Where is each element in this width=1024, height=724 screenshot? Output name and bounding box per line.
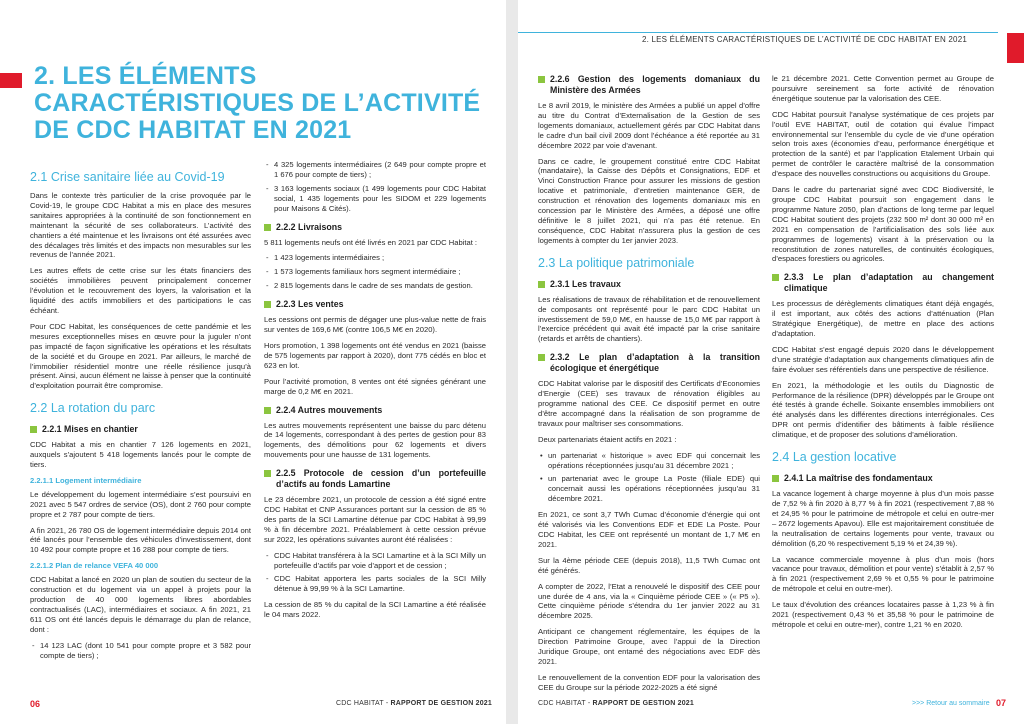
paragraph: La cession de 85 % du capital de la SCI Lamartine a été réalisée le 04 mars 2022. xyxy=(264,600,486,620)
paragraph: CDC Habitat poursuit l’analyse systématique de ces projets par l’outil EVE HABITAT, outil de cotation qui évalue l’impact environnemental sur l’ensemble du cycle de vie d’une opération selon trois axes (économies d’eau, performance énergétique et protection de la santé) et par l’application Etalement Urbain qui permet de contrôler le caractère maîtrisé de la consommation d’espace des nouvelles constructions ou acquisitions du Groupe. xyxy=(772,109,994,179)
list-item: - 3 163 logements sociaux (1 499 logements pour CDC Habitat social, 1 435 logements pour les SIDOM et 229 logements pour Maisons & Cités). xyxy=(264,184,486,214)
paragraph: Dans le contexte très particulier de la crise provoquée par le Covid-19, le groupe CDC Habitat a mis en place des mesures sanitaires appropriées à la continuité de son fonctionnement en maintenant la sécurité de ses collaborateurs. L’activité des chantiers a été maintenue et les livraisons ont été assurées avec des décalages très limités et des impacts non mesurables sur les revenus de l’année 2021. xyxy=(30,191,251,260)
paragraph: Pour l’activité promotion, 8 ventes ont été signées générant une marge de 0,2 M€ en 2021. xyxy=(264,376,486,396)
paragraph: Le renouvellement de la convention EDF pour la valorisation des CEE du Groupe sur la période 2022-2025 a été signé xyxy=(538,672,760,692)
paragraph: CDC Habitat s’est engagé depuis 2020 dans le développement d’une stratégie d’adaptation aux changements climatiques afin de faire évoluer ses référentiels dans une perspective de résilience. xyxy=(772,344,994,374)
header-red-tab xyxy=(1007,33,1024,63)
paragraph: Les cessions ont permis de dégager une plus-value nette de frais sur ventes de 169,6 M€ (contre 106,5 M€ en 2020). xyxy=(264,315,486,335)
paragraph: Sur la 4ème période CEE (depuis 2018), 11,5 TWh Cumac ont été générés. xyxy=(538,555,760,575)
paragraph: 5 811 logements neufs ont été livrés en 2021 par CDC Habitat : xyxy=(264,237,478,247)
paragraph: Pour CDC Habitat, les conséquences de cette pandémie et les mesures exceptionnelles mises en œuvre pour la juguler n’ont pas impacté de façon significative les opérations et les résultats de la société et du Groupe en 2021. Par ailleurs, le marché de l’immobilier résidentiel montre une réelle résilience jusqu’à présent. Ainsi, aucun élément ne laisse à penser que la continuité d’exploitation pourrait être compromise. xyxy=(30,321,251,391)
paragraph: CDC Habitat valorise par le dispositif des Certificats d’Economies d’Energie (CEE) ses travaux de rénovation éligibles au programme national des CEE. Ce dispositif permet en outre d’être accompagné dans la réalisation de son programme de travaux pour maîtriser ses consommations. xyxy=(538,379,760,428)
paragraph: En 2021, la méthodologie et les outils du Diagnostic de Performance de la résilience (DPR) développés par le Groupe ont été testés à grande échelle. Soixante ensembles immobiliers ont été analysés dans les différentes directions interrégionales. Ces DPR ont permis d’identifier des bâtiments à faible résilience climatique, et de proposer des solutions d’amélioration. xyxy=(772,380,994,440)
paragraph: A fin 2021, 26 780 OS de logement intermédiaire depuis 2014 ont été lancés pour l’ensemble des véhicules d’investissement, dont 10 492 pour compte propre et 16 288 pour compte de tiers. xyxy=(30,525,251,555)
paragraph: La vacance logement à charge moyenne à plus d’un mois passe de 7,52 % à fin 2020 à 8,77 % à fin 2021 (respectivement 7,88 % et 24,95 % pour le patrimoine de métropole et celui en outre-mer – 2672 logements Apavou). Elle est majoritairement constituée de la neutralisation de certains logements pour vente, travaux ou démolition (6,20 % respectivement 5,19 % et 24,39 %). xyxy=(772,489,994,548)
subsection-heading-2-2-3: 2.2.3 Les ventes xyxy=(264,299,486,310)
paragraph: CDC Habitat a mis en chantier 7 126 logements en 2021, auxquels s’ajoutent 5 418 logements lancés pour le compte de tiers. xyxy=(30,440,251,470)
list xyxy=(30,641,251,661)
paragraph: CDC Habitat a lancé en 2020 un plan de soutien du secteur de la construction et du logement via un appel à projets pour la production de 40 000 logements libres abordables contractualisés (LAC), intermédiaires et sociaux. A fin 2021, 21 611 OS ont été lancés depuis le démarrage du plan de relance, dont : xyxy=(30,575,251,634)
page-gutter xyxy=(506,0,518,724)
list-item: • un partenariat « historique » avec EDF qui concernait les opérations réceptionnées jusqu’au 31 décembre 2021 ; xyxy=(538,451,760,471)
section-red-marker xyxy=(0,73,22,88)
section-heading-2-1: 2.1 Crise sanitaire liée au Covid-19 xyxy=(30,170,225,184)
paragraph: Anticipant ce changement réglementaire, les équipes de la Direction Patrimoine Groupe, avec l’appui de la Direction Juridique Groupe, ont entamé des négociations avec EDF dès 2021. xyxy=(538,627,760,666)
paragraph: Hors promotion, 1 398 logements ont été vendus en 2021 (baisse de 575 logements par rapport à 2020), dont 775 cédés en bloc et 623 en lot. xyxy=(264,340,486,370)
paragraph: Les autres mouvements représentent une baisse du parc détenu de 14 logements, correspondant à des pertes de gestion pour 83 logements, des démolitions pour 62 logements et divers mouvements pour une hausse de 131 logements. xyxy=(264,420,486,460)
back-to-summary-link[interactable]: >>> Retour au sommaire xyxy=(912,700,990,707)
paragraph: Dans le cadre du partenariat signé avec CDC Biodiversité, le groupe CDC Habitat poursuit son engagement dans le programme Nature 2050, plan d’actions de long terme par lequel CDC Habitat soutient des projets (232 500 m² dont 30 000 m² en 2021 en compensation de l’artificialisation des sols liée aux programmes de logements) visant à la préservation ou la reconstitution de zones naturelles, de continuités écologiques, d’espaces forestiers ou agricoles. xyxy=(772,185,994,264)
section-heading-2-2: 2.2 La rotation du parc xyxy=(30,401,156,416)
subsection-heading-2-2-6: 2.2.6 Gestion des logements domaniaux du Ministère des Armées xyxy=(538,74,760,96)
header-rule xyxy=(518,32,998,33)
left-column-1 xyxy=(30,160,251,666)
subsection-heading-2-2-4: 2.2.4 Autres mouvements xyxy=(264,405,486,416)
paragraph: Deux partenariats étaient actifs en 2021 : xyxy=(538,434,677,444)
subsubsection-heading-2-2-1-1: 2.2.1.1 Logement intermédiaire xyxy=(30,475,142,485)
list-item: - 4 325 logements intermédiaires (2 649 pour compte propre et 1 676 pour compte de tiers) ; xyxy=(264,160,486,180)
subsection-heading-2-3-1: 2.3.1 Les travaux xyxy=(538,279,760,290)
page-number: 06 xyxy=(30,699,41,709)
list-item: - 1 423 logements intermédiaires ; xyxy=(264,253,486,263)
paragraph: Le taux d’évolution des créances locataires passe à 1,23 % à fin 2021 (respectivement 0,43 % et 35,58 % pour le patrimoine de métropole et celui en outre-mer), contre 1,21 % en 2020. xyxy=(772,600,994,629)
page-left xyxy=(0,0,506,724)
right-column-2 xyxy=(772,74,994,636)
list-item: - CDC Habitat transférera à la SCI Lamartine et à la SCI Milly un portefeuille d’actifs par voie d’apport et de cession ; xyxy=(264,551,486,571)
paragraph: Les processus de dérèglements climatiques étant déjà engagés, il est important, aux côtés des actions d’atténuation (Plan Stratégique Energétique), de mettre en place des actions d’adaptation. xyxy=(772,299,994,339)
list-item: • un partenariat avec le groupe La Poste (filiale EDE) qui concernait aussi les opérations réceptionnées jusqu’au 31 décembre 2021. xyxy=(538,474,760,504)
list xyxy=(264,253,486,291)
right-column-1 xyxy=(538,74,760,699)
paragraph: Le 8 avril 2019, le ministère des Armées a publié un appel d’offre au titre du Contrat d’Externalisation de la Gestion de ses logements domaniaux, actuellement gérés par CDC Habitat dans le cadre d’un bail civil 2009 dont l’échéance a été reportée au 31 décembre 2022 par voie d’avenant. xyxy=(538,101,760,150)
page-title: 2. LES ÉLÉMENTS CARACTÉRISTIQUES DE L’ACTIVITÉ DE CDC HABITAT EN 2021 xyxy=(34,62,481,144)
list xyxy=(264,551,486,595)
section-heading-2-3: 2.3 La politique patrimoniale xyxy=(538,255,695,270)
footer-title xyxy=(336,700,492,707)
subsection-heading-2-3-2: 2.3.2 Le plan d’adaptation à la transition écologique et énergétique xyxy=(538,352,760,374)
paragraph: La vacance commerciale moyenne à plus d’un mois (hors vacance pour travaux, démolition et pour vente) s’établit à 2,57 % à fin 2021 (respectivement 2,69 % et 0,55 % pour le patrimoine de métropole et celui en outre-mer). xyxy=(772,554,994,594)
subsection-heading-2-4-1: 2.4.1 La maîtrise des fondamentaux xyxy=(772,473,994,484)
list-item: - CDC Habitat apportera les parts sociales de la SCI Milly détenue à 99,99 % à la SCI Lamartine. xyxy=(264,574,486,594)
subsection-heading-2-2-5: 2.2.5 Protocole de cession d’un portefeuille d’actifs au fonds Lamartine xyxy=(264,468,486,490)
list-item: - 1 573 logements familiaux hors segment intermédiaire ; xyxy=(264,267,486,277)
subsection-heading-2-3-3: 2.3.3 Le plan d’adaptation au changement climatique xyxy=(772,272,994,294)
list-item: - 2 815 logements dans le cadre de ses mandats de gestion. xyxy=(264,281,486,291)
paragraph: le 21 décembre 2021. Cette Convention permet au Groupe de poursuivre sereinement sa forte activité de rénovation énergétique soutenue par la valorisation des CEE. xyxy=(772,74,994,103)
list xyxy=(264,160,486,214)
left-column-2 xyxy=(264,160,486,626)
paragraph: Les autres effets de cette crise sur les états financiers des sociétés immobilières peuvent principalement concerner l’évolution et le recouvrement des loyers, la valorisation et la liquidité des actifs immobiliers et des participations le cas échéant. xyxy=(30,266,251,315)
list xyxy=(538,451,760,505)
paragraph: En 2021, ce sont 3,7 TWh Cumac d’économie d’énergie qui ont été valorisés via les Conventions EDF et EDE La Poste. Pour CDC Habitat, les CEE ont représenté un montant de 1,7 M€ en 2021. xyxy=(538,510,760,549)
subsubsection-heading-2-2-1-2: 2.2.1.2 Plan de relance VEFA 40 000 xyxy=(30,561,159,571)
footer-title xyxy=(538,700,694,707)
paragraph: Le développement du logement intermédiaire s’est poursuivi en 2021 avec 5 547 ordres de service (OS), dont 2 760 pour compte propre et 2 787 pour compte de tiers. xyxy=(30,489,251,519)
section-heading-2-4: 2.4 La gestion locative xyxy=(772,450,897,465)
paragraph: Le 23 décembre 2021, un protocole de cession a été signé entre CDC Habitat et CNP Assurances portant sur la cession de 85 % des parts de la SCI Lamartine détenue par CDC Habitat à 99,99 % à fin décembre 2021. Préalablement à cette cession prévue sur 2022, les opérations suivantes auront été réalisées : xyxy=(264,495,486,544)
page-right xyxy=(518,0,1024,724)
page-number: 07 xyxy=(996,698,1007,708)
list-item: - 14 123 LAC (dont 10 541 pour compte propre et 3 582 pour compte de tiers) ; xyxy=(30,641,251,661)
footer-report: RAPPORT DE GESTION 2021 xyxy=(390,700,492,707)
running-header: 2. LES ÉLÉMENTS CARACTÉRISTIQUES DE L’ACTIVITÉ DE CDC HABITAT EN 2021 xyxy=(642,35,967,44)
footer-report: RAPPORT DE GESTION 2021 xyxy=(592,700,694,707)
paragraph: Dans ce cadre, le groupement constitué entre CDC Habitat (mandataire), la Caisse des Dépôts et Consignations, EDF et Vinci Construction France pour assurer les missions de gestion locative et patrimoniale, d’entretien maintenance GER, de construction et rénovation des logements domaniaux mis en concession par le Ministère des Armées, a déposé une offre définitive le 8 juillet 2021, qui n’a pas été retenue. En conséquence, CDC Habitat n’assurera plus la gestion de ces logements à compter du 1er janvier 2023. xyxy=(538,156,760,245)
paragraph: A compter de 2022, l’Etat a renouvelé le dispositif des CEE pour une durée de 4 ans, via la « Cinquième période CEE » (« P5 »). Cette cinquième période s’étendra du 1er janvier 2022 au 31 décembre 2025. xyxy=(538,581,760,621)
footer-brand: CDC HABITAT - xyxy=(336,700,391,707)
footer-brand: CDC HABITAT - xyxy=(538,700,593,707)
paragraph: Les réalisations de travaux de réhabilitation et de renouvellement de composants ont représenté pour le parc CDC Habitat un investissement de 59,0 M€, en hausse de 15,0 M€ par rapport à l’exercice précédent qui avait été impacté par la crise sanitaire (retards et arrêts de chantiers). xyxy=(538,294,760,344)
subsection-heading-2-2-2: 2.2.2 Livraisons xyxy=(264,222,486,233)
subsection-heading-2-2-1: 2.2.1 Mises en chantier xyxy=(30,424,251,435)
